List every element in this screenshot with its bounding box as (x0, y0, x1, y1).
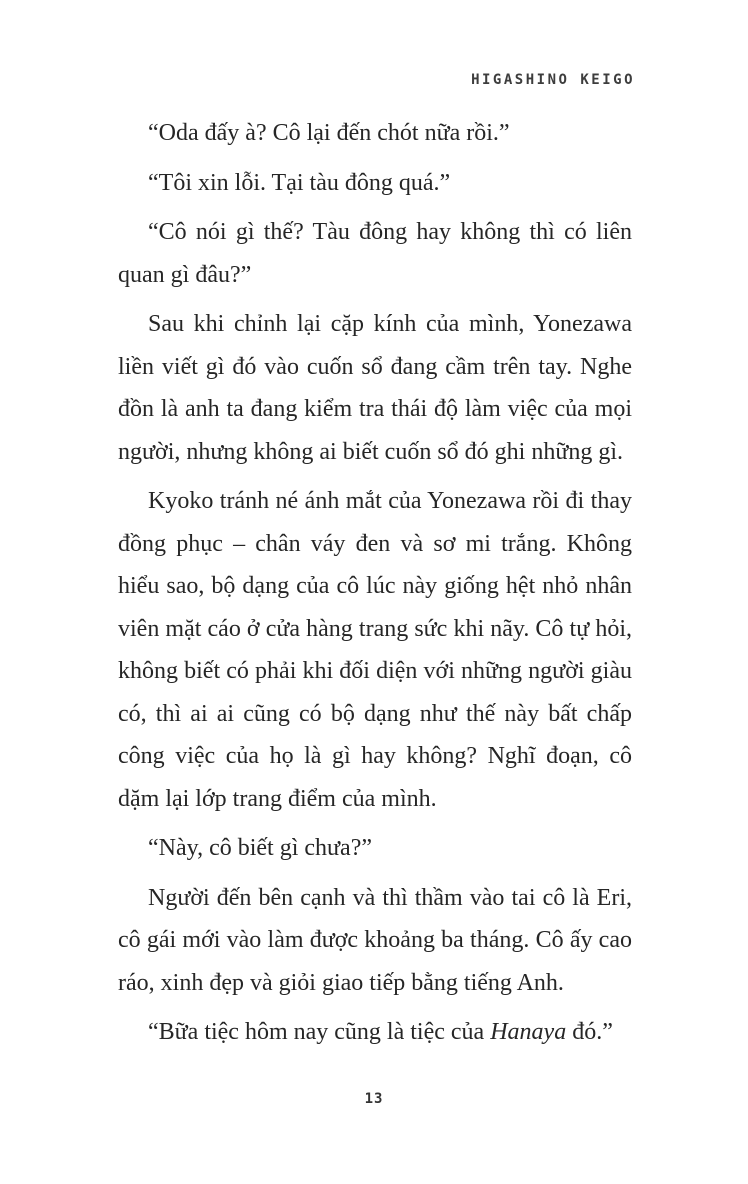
page-number: 13 (364, 1091, 384, 1107)
paragraph-dialogue-4: “Này, cô biết gì chưa?” (148, 835, 373, 861)
paragraph-narrative-1: Sau khi chỉnh lại cặp kính của mình, Yonezawa liền viết gì đó vào cuốn sổ đang cầm trên tay. Nghe đồn là anh ta đang kiểm tra thái độ làm việc của mọi người, nhưng không ai biết cuốn sổ đó ghi những gì. (118, 311, 632, 465)
paragraph-narrative-3: Người đến bên cạnh và thì thầm vào tai cô là Eri, cô gái mới vào làm được khoảng ba tháng. Cô ấy cao ráo, xinh đẹp và giỏi giao tiếp bằng tiếng Anh. (118, 884, 632, 996)
author-name: HIGASHINO KEIGO (471, 72, 635, 88)
running-header (0, 72, 635, 88)
paragraph-narrative-2: Kyoko tránh né ánh mắt của Yonezawa rồi đi thay đồng phục – chân váy đen và sơ mi trắng. Không hiểu sao, bộ dạng của cô lúc này giống hệt nhỏ nhân viên mặt cáo ở cửa hàng trang sức khi nãy. Cô tự hỏi, không biết có phải khi đối diện với những người giàu có, thì ai ai cũng có bộ dạng như thế này bất chấp công việc của họ là gì hay không? Nghĩ đoạn, cô dặm lại lớp trang điểm của mình. (118, 488, 632, 812)
paragraph-dialogue-2: “Tôi xin lỗi. Tại tàu đông quá.” (148, 169, 451, 196)
paragraph-dialogue-3: “Cô nói gì thế? Tàu đông hay không thì có liên quan gì đâu?” (118, 219, 632, 288)
dialogue-text-after: đó.” (566, 1019, 613, 1045)
body-text (118, 112, 632, 1061)
page-footer (0, 1090, 748, 1108)
dialogue-text-before: “Bữa tiệc hôm nay cũng là tiệc của (148, 1019, 491, 1045)
restaurant-name-italic: Hanaya (490, 1019, 567, 1045)
paragraph-dialogue-5 (118, 1011, 632, 1054)
paragraph-dialogue-1: “Oda đấy à? Cô lại đến chót nữa rồi.” (148, 120, 510, 146)
